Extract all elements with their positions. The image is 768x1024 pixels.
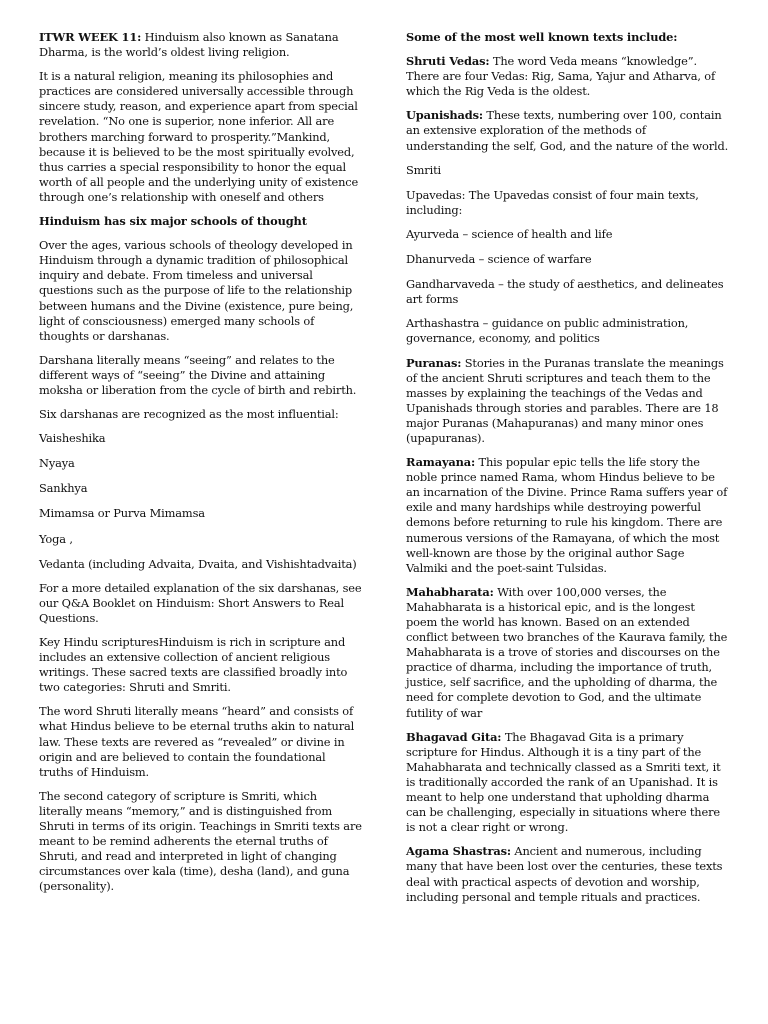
entry-text: With over 100,000 verses, the Mahabharata is a historical epic, and is the longest poem the world has known. Based on an extended conflict between two branches of the Kaurava family, the Mahabharata is a trove of stories and discourses on the practice of dharma, including the importance of truth, justice, self sacrifice, and the upholding of dharma, the need for complete devotion to God, and the ultimate futility of war (406, 584, 728, 720)
paragraph: For a more detailed explanation of the six darshanas, see our Q&A Booklet on Hinduism: Short Answers to Real Questions. (39, 580, 362, 625)
list-item: Dhanurveda – science of warfare (406, 252, 592, 267)
paragraph: Key Hindu scripturesHinduism is rich in scripture and includes an extensive collection of ancient religious writings. These sacred texts are classified broadly into two categories: Shruti and Smriti. (39, 635, 348, 695)
paragraph: The word Shruti literally means “heard” and consists of what Hindus believe to be eternal truths akin to natural law. These texts are revered as “revealed” or divine in origin and are believed to contain the foundational truths of Hinduism. (39, 704, 355, 779)
text-entry (406, 108, 729, 153)
text-entry (406, 455, 729, 576)
entry-term: Upanishads: (406, 108, 483, 123)
paragraph: The second category of scripture is Smriti, which literally means “memory,” and is distinguished from Shruti in terms of its origin. Teachings in Smriti texts are meant to be remind adherents the eternal truths of Shruti, and read and interpreted in light of changing circumstances over kala (time), desha (land), and guna (personality). (39, 788, 362, 894)
darshana-item: Nyaya (39, 456, 75, 471)
text-entry (406, 54, 729, 99)
intro-text: Hinduism also known as Sanatana Dharma, is the world’s oldest living religion. (39, 30, 339, 60)
section-heading: Smriti (406, 162, 442, 177)
text-entry: Upavedas: The Upavedas consist of four main texts, including: (406, 187, 699, 217)
entry-term: Puranas: (406, 355, 462, 370)
list-item: Arthashastra – guidance on public administration, governance, economy, and politics (406, 316, 689, 346)
darshana-item: Sankhya (39, 481, 88, 496)
week-heading: ITWR WEEK 11: (39, 30, 142, 44)
entry-text: The word Veda means “knowledge”. There are four Vedas: Rig, Sama, Yajur and Atharva, of which the Rig Veda is the oldest. (406, 54, 716, 99)
darshana-item: Vaisheshika (39, 431, 106, 446)
entry-text: Ancient and numerous, including many that have been lost over the centuries, these texts deal with practical aspects of devotion and worship, including personal and temple rituals and practices. (406, 844, 723, 904)
section-heading: Some of the most well known texts include: (406, 30, 678, 44)
entry-text: The Bhagavad Gita is a primary scripture for Hindus. Although it is a tiny part of the Mahabharata and technically classed as a Smriti text, it is traditionally accorded the rank of an Upanishad. It is meant to help one understand that upholding dharma can be challenging, especially in situations where there is not a clear right or wrong. (406, 729, 721, 835)
entry-term: Mahabharata: (406, 584, 494, 599)
right-column (406, 30, 729, 914)
list-item: Gandharvaveda – the study of aesthetics, and delineates art forms (406, 277, 724, 307)
left-column (39, 30, 362, 904)
text-entry (406, 844, 729, 904)
entry-term: Bhagavad Gita: (406, 729, 502, 744)
entry-term: Shruti Vedas: (406, 54, 490, 69)
darshana-item: Mimamsa or Purva Mimamsa (39, 506, 205, 521)
text-entry (406, 356, 729, 447)
text-entry (406, 730, 729, 836)
section-heading: Hinduism has six major schools of thought (39, 214, 307, 229)
entry-text: This popular epic tells the life story the noble prince named Rama, whom Hindus believe to be an incarnation of the Divine. Prince Rama suffers year of exile and many hardships while destroying powerful demons before returning to rule his kingdom. There are numerous versions of the Ramayana, of which the most well-known are those by the original author Sage Valmiki and the poet-saint Tulsidas. (406, 455, 728, 575)
paragraph: Over the ages, various schools of theology developed in Hinduism through a dynamic tradition of philosophical inquiry and debate. From timeless and universal questions such as the purpose of life to the relationship between humans and the Divine (existence, pure being, light of consciousness) emerged many schools of thoughts or darshanas. (39, 238, 354, 343)
entry-term: Ramayana: (406, 455, 476, 470)
entry-term: Agama Shastras: (406, 844, 511, 859)
paragraph: It is a natural religion, meaning its philosophies and practices are considered universally accessible through sincere study, reason, and experience apart from special revelation. “No one is superior, none inferior. All are brothers marching forward to prosperity.”Mankind, because it is believed to be the most spiritually evolved, thus carries a special responsibility to honor the equal worth of all people and the underlying unity of existence through one’s relationship with oneself and others (39, 69, 359, 204)
intro-paragraph (39, 30, 362, 60)
paragraph: Darshana literally means “seeing” and relates to the different ways of “seeing” the Divine and attaining moksha or liberation from the cycle of birth and rebirth. (39, 352, 357, 397)
darshana-item: Vedanta (including Advaita, Dvaita, and Vishishtadvaita) (39, 556, 357, 571)
entry-text: These texts, numbering over 100, contain an extensive exploration of the methods of understanding the self, God, and the nature of the world. (406, 108, 729, 153)
text-entry (406, 585, 729, 721)
list-item: Ayurveda – science of health and life (406, 226, 613, 241)
entry-text: Stories in the Puranas translate the meanings of the ancient Shruti scriptures and teach them to the masses by explaining the teachings of the Vedas and Upanishads through stories and parables. There are 18 major Puranas (Mahapuranas) and many minor ones (upapuranas). (406, 355, 724, 445)
darshana-item: Yoga , (39, 531, 73, 546)
paragraph: Six darshanas are recognized as the most influential: (39, 407, 339, 422)
